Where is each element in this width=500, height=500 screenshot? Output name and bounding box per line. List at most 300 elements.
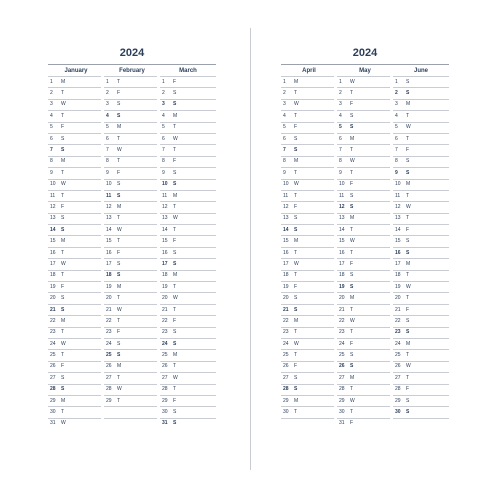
- day-number: 26: [50, 363, 56, 370]
- day-row: [160, 372, 216, 383]
- day-row: [160, 190, 216, 201]
- day-row: [104, 190, 157, 201]
- day-number: 30: [50, 409, 56, 416]
- weekday-letter: S: [350, 352, 354, 359]
- weekday-letter: T: [350, 386, 354, 393]
- day-row: [393, 372, 449, 383]
- weekday-letter: T: [294, 249, 298, 256]
- weekday-letter: W: [61, 340, 66, 347]
- day-row: [160, 292, 216, 303]
- day-row: [281, 144, 334, 155]
- day-number: 4: [283, 112, 286, 119]
- weekday-letter: T: [294, 409, 298, 416]
- day-number: 3: [339, 101, 342, 108]
- day-row: [337, 395, 390, 406]
- day-number: 16: [162, 249, 168, 256]
- day-row: [104, 361, 157, 372]
- day-number: 16: [106, 249, 112, 256]
- day-row: [337, 213, 390, 224]
- day-number: 15: [106, 238, 112, 245]
- weekday-letter: F: [117, 329, 121, 336]
- day-row: [337, 247, 390, 258]
- day-row: [337, 270, 390, 281]
- day-row: [337, 224, 390, 235]
- weekday-letter: T: [117, 215, 121, 222]
- day-number: 17: [50, 260, 56, 267]
- weekday-letter: S: [173, 329, 177, 336]
- day-number: 12: [395, 203, 401, 210]
- weekday-letter: T: [61, 249, 65, 256]
- weekday-letter: S: [294, 226, 298, 233]
- day-row: [104, 258, 157, 269]
- day-row: [393, 247, 449, 258]
- day-number: 3: [162, 101, 165, 108]
- day-number: 6: [50, 135, 53, 142]
- weekday-letter: M: [61, 238, 66, 245]
- day-row: [104, 122, 157, 133]
- day-number: 1: [283, 78, 286, 85]
- day-number: 1: [106, 78, 109, 85]
- day-number: 29: [283, 397, 289, 404]
- day-row: [337, 87, 390, 98]
- weekday-letter: S: [294, 306, 298, 313]
- day-row: [337, 156, 390, 167]
- day-number: 7: [395, 147, 398, 154]
- weekday-letter: W: [173, 135, 178, 142]
- weekday-letter: W: [117, 147, 122, 154]
- day-row: [104, 247, 157, 258]
- weekday-letter: W: [406, 203, 411, 210]
- month-header-april: April: [302, 68, 316, 74]
- weekday-letter: W: [61, 420, 66, 427]
- month-header-january: January: [64, 68, 88, 74]
- day-number: 31: [50, 420, 56, 427]
- weekday-letter: M: [294, 397, 299, 404]
- day-number: 2: [395, 90, 398, 97]
- day-number: 14: [283, 226, 289, 233]
- day-row: [337, 361, 390, 372]
- day-row: [393, 349, 449, 360]
- day-number: 22: [395, 317, 401, 324]
- day-row: [104, 292, 157, 303]
- day-row: [393, 110, 449, 121]
- day-row: [337, 304, 390, 315]
- day-row: [337, 201, 390, 212]
- weekday-letter: S: [173, 420, 177, 427]
- day-row: [160, 224, 216, 235]
- day-number: 5: [162, 124, 165, 131]
- day-number: 10: [106, 181, 112, 188]
- day-number: 4: [395, 112, 398, 119]
- weekday-letter: W: [350, 158, 355, 165]
- day-row: [48, 349, 101, 360]
- weekday-letter: S: [350, 283, 354, 290]
- day-number: 17: [106, 260, 112, 267]
- day-row: [160, 384, 216, 395]
- day-row: [281, 99, 334, 110]
- page-divider: [250, 28, 251, 470]
- day-number: 1: [50, 78, 53, 85]
- day-number: 31: [339, 420, 345, 427]
- weekday-letter: T: [350, 226, 354, 233]
- day-row: [393, 179, 449, 190]
- day-number: 29: [50, 397, 56, 404]
- weekday-letter: S: [173, 169, 177, 176]
- day-number: 20: [395, 295, 401, 302]
- month-header-may: May: [359, 68, 371, 74]
- day-row: [281, 406, 334, 417]
- weekday-letter: M: [61, 78, 66, 85]
- day-number: 1: [395, 78, 398, 85]
- weekday-letter: W: [117, 386, 122, 393]
- day-number: 24: [106, 340, 112, 347]
- day-row: [48, 406, 101, 417]
- weekday-letter: M: [61, 317, 66, 324]
- weekday-letter: S: [406, 409, 410, 416]
- day-row: [104, 315, 157, 326]
- day-row: [48, 76, 101, 87]
- day-number: 21: [395, 306, 401, 313]
- day-number: 15: [395, 238, 401, 245]
- day-row: [337, 235, 390, 246]
- day-number: 30: [283, 409, 289, 416]
- year-heading: 2024: [352, 47, 378, 59]
- day-number: 12: [339, 203, 345, 210]
- day-row: [104, 201, 157, 212]
- weekday-letter: S: [294, 386, 298, 393]
- weekday-letter: F: [173, 78, 177, 85]
- weekday-letter: T: [350, 249, 354, 256]
- day-row: [281, 224, 334, 235]
- year-heading: 2024: [119, 47, 145, 59]
- month-column-may: [337, 76, 393, 429]
- day-row: [48, 292, 101, 303]
- day-row: [48, 235, 101, 246]
- day-number: 24: [162, 340, 168, 347]
- weekday-letter: W: [350, 397, 355, 404]
- weekday-letter: W: [117, 306, 122, 313]
- weekday-letter: F: [173, 317, 177, 324]
- day-number: 1: [162, 78, 165, 85]
- day-number: 8: [283, 158, 286, 165]
- day-row: [393, 167, 449, 178]
- weekday-letter: M: [173, 272, 178, 279]
- weekday-letter: F: [406, 147, 410, 154]
- weekday-letter: S: [61, 374, 65, 381]
- day-number: 11: [106, 192, 112, 199]
- day-row: [281, 304, 334, 315]
- day-number: 23: [395, 329, 401, 336]
- day-number: 27: [395, 374, 401, 381]
- weekday-letter: T: [406, 112, 410, 119]
- day-row: [104, 213, 157, 224]
- day-number: 26: [106, 363, 112, 370]
- day-row: [160, 304, 216, 315]
- day-row: [104, 372, 157, 383]
- weekday-letter: F: [350, 420, 354, 427]
- day-row: [281, 133, 334, 144]
- weekday-letter: M: [350, 295, 355, 302]
- weekday-letter: F: [61, 363, 65, 370]
- day-row: [337, 76, 390, 87]
- day-row: [104, 156, 157, 167]
- day-number: 14: [395, 226, 401, 233]
- day-row: [104, 167, 157, 178]
- day-row: [281, 292, 334, 303]
- day-number: 11: [162, 192, 168, 199]
- day-row: [281, 156, 334, 167]
- day-row: [160, 179, 216, 190]
- day-row: [337, 110, 390, 121]
- day-number: 5: [106, 124, 109, 131]
- day-row: [281, 167, 334, 178]
- day-row: [337, 384, 390, 395]
- day-row: [393, 281, 449, 292]
- day-row: [393, 144, 449, 155]
- day-number: 20: [339, 295, 345, 302]
- day-row: [281, 338, 334, 349]
- day-row: [393, 395, 449, 406]
- day-number: 15: [50, 238, 56, 245]
- day-number: 5: [339, 124, 342, 131]
- weekday-letter: F: [350, 181, 354, 188]
- day-number: 23: [339, 329, 345, 336]
- day-row: [104, 349, 157, 360]
- day-number: 14: [339, 226, 345, 233]
- day-row: [337, 327, 390, 338]
- weekday-letter: T: [173, 363, 177, 370]
- day-number: 12: [162, 203, 168, 210]
- day-row: [48, 224, 101, 235]
- day-number: 9: [339, 169, 342, 176]
- day-row: [160, 361, 216, 372]
- weekday-letter: S: [117, 352, 121, 359]
- day-number: 2: [106, 90, 109, 97]
- day-number: 18: [50, 272, 56, 279]
- day-number: 12: [106, 203, 112, 210]
- day-number: 7: [339, 147, 342, 154]
- day-row: [337, 315, 390, 326]
- weekday-letter: S: [406, 317, 410, 324]
- weekday-letter: W: [173, 295, 178, 302]
- day-row: [160, 122, 216, 133]
- weekday-letter: S: [350, 363, 354, 370]
- weekday-letter: M: [350, 215, 355, 222]
- day-row: [48, 384, 101, 395]
- day-row: [281, 395, 334, 406]
- weekday-letter: W: [294, 101, 299, 108]
- day-row: [160, 418, 216, 429]
- weekday-letter: S: [173, 260, 177, 267]
- day-row: [337, 338, 390, 349]
- weekday-letter: F: [350, 101, 354, 108]
- day-number: 21: [50, 306, 56, 313]
- day-row: [104, 235, 157, 246]
- day-row: [48, 281, 101, 292]
- day-row: [281, 76, 334, 87]
- weekday-letter: T: [350, 169, 354, 176]
- weekday-letter: T: [294, 90, 298, 97]
- weekday-letter: S: [61, 295, 65, 302]
- day-number: 1: [339, 78, 342, 85]
- weekday-letter: F: [173, 397, 177, 404]
- day-number: 27: [283, 374, 289, 381]
- weekday-letter: F: [294, 283, 298, 290]
- day-row: [48, 338, 101, 349]
- day-number: 28: [106, 386, 112, 393]
- weekday-letter: T: [117, 238, 121, 245]
- weekday-letter: S: [350, 272, 354, 279]
- day-number: 30: [162, 409, 168, 416]
- weekday-letter: S: [173, 409, 177, 416]
- day-number: 29: [339, 397, 345, 404]
- day-row: [393, 213, 449, 224]
- day-number: 7: [106, 147, 109, 154]
- day-number: 8: [395, 158, 398, 165]
- day-number: 3: [283, 101, 286, 108]
- weekday-letter: S: [406, 169, 410, 176]
- day-row: [48, 167, 101, 178]
- weekday-letter: T: [294, 169, 298, 176]
- weekday-letter: S: [61, 386, 65, 393]
- day-number: 10: [339, 181, 345, 188]
- day-number: 26: [283, 363, 289, 370]
- weekday-letter: F: [61, 283, 65, 290]
- day-number: 7: [283, 147, 286, 154]
- empty-day-row: [393, 418, 449, 429]
- day-row: [48, 156, 101, 167]
- day-number: 21: [106, 306, 112, 313]
- day-number: 9: [162, 169, 165, 176]
- day-row: [160, 167, 216, 178]
- day-number: 3: [106, 101, 109, 108]
- day-row: [48, 395, 101, 406]
- month-column-january: [48, 76, 104, 429]
- weekday-letter: W: [61, 181, 66, 188]
- weekday-letter: F: [117, 249, 121, 256]
- day-number: 19: [106, 283, 112, 290]
- weekday-letter: W: [350, 238, 355, 245]
- day-row: [281, 349, 334, 360]
- weekday-letter: S: [406, 329, 410, 336]
- day-number: 5: [395, 124, 398, 131]
- day-number: 25: [395, 352, 401, 359]
- weekday-letter: T: [117, 158, 121, 165]
- day-row: [160, 110, 216, 121]
- day-row: [337, 349, 390, 360]
- empty-day-row: [104, 418, 157, 429]
- weekday-letter: F: [173, 158, 177, 165]
- day-row: [160, 406, 216, 417]
- weekday-letter: F: [61, 124, 65, 131]
- day-number: 2: [283, 90, 286, 97]
- weekday-letter: F: [406, 306, 410, 313]
- weekday-letter: S: [294, 147, 298, 154]
- weekday-letter: T: [294, 272, 298, 279]
- day-number: 24: [395, 340, 401, 347]
- weekday-letter: T: [61, 112, 65, 119]
- day-number: 18: [339, 272, 345, 279]
- day-row: [393, 315, 449, 326]
- weekday-letter: M: [406, 260, 411, 267]
- day-number: 19: [50, 283, 56, 290]
- weekday-letter: W: [406, 124, 411, 131]
- month-header-june: June: [413, 68, 428, 74]
- day-row: [393, 338, 449, 349]
- weekday-letter: S: [173, 249, 177, 256]
- weekday-letter: T: [173, 386, 177, 393]
- day-number: 26: [162, 363, 168, 370]
- weekday-letter: W: [173, 215, 178, 222]
- day-row: [281, 327, 334, 338]
- day-row: [48, 372, 101, 383]
- day-row: [281, 179, 334, 190]
- day-number: 19: [283, 283, 289, 290]
- day-row: [281, 372, 334, 383]
- day-row: [281, 110, 334, 121]
- day-number: 18: [395, 272, 401, 279]
- day-number: 13: [50, 215, 56, 222]
- day-number: 14: [50, 226, 56, 233]
- day-row: [104, 87, 157, 98]
- empty-day-row: [104, 406, 157, 417]
- day-row: [48, 110, 101, 121]
- weekday-letter: F: [61, 203, 65, 210]
- day-number: 8: [162, 158, 165, 165]
- day-number: 28: [162, 386, 168, 393]
- day-row: [48, 179, 101, 190]
- day-number: 23: [50, 329, 56, 336]
- day-number: 13: [283, 215, 289, 222]
- weekday-letter: S: [117, 340, 121, 347]
- weekday-letter: S: [406, 78, 410, 85]
- day-number: 25: [50, 352, 56, 359]
- day-row: [393, 406, 449, 417]
- day-number: 19: [162, 283, 168, 290]
- weekday-letter: S: [117, 112, 121, 119]
- day-row: [48, 99, 101, 110]
- weekday-letter: S: [117, 101, 121, 108]
- day-number: 9: [283, 169, 286, 176]
- day-number: 24: [283, 340, 289, 347]
- day-number: 6: [339, 135, 342, 142]
- day-row: [160, 76, 216, 87]
- weekday-letter: M: [350, 374, 355, 381]
- day-number: 13: [395, 215, 401, 222]
- day-number: 23: [162, 329, 168, 336]
- day-row: [104, 270, 157, 281]
- day-number: 2: [339, 90, 342, 97]
- day-row: [160, 395, 216, 406]
- weekday-letter: F: [117, 90, 121, 97]
- weekday-letter: W: [406, 363, 411, 370]
- day-number: 4: [162, 112, 165, 119]
- day-number: 16: [50, 249, 56, 256]
- weekday-letter: T: [294, 112, 298, 119]
- day-row: [160, 258, 216, 269]
- weekday-letter: M: [61, 158, 66, 165]
- day-row: [337, 133, 390, 144]
- weekday-letter: M: [294, 238, 299, 245]
- day-number: 22: [339, 317, 345, 324]
- weekday-letter: W: [173, 374, 178, 381]
- day-row: [104, 327, 157, 338]
- day-row: [160, 87, 216, 98]
- day-row: [337, 167, 390, 178]
- day-number: 22: [50, 317, 56, 324]
- day-row: [48, 258, 101, 269]
- day-number: 29: [162, 397, 168, 404]
